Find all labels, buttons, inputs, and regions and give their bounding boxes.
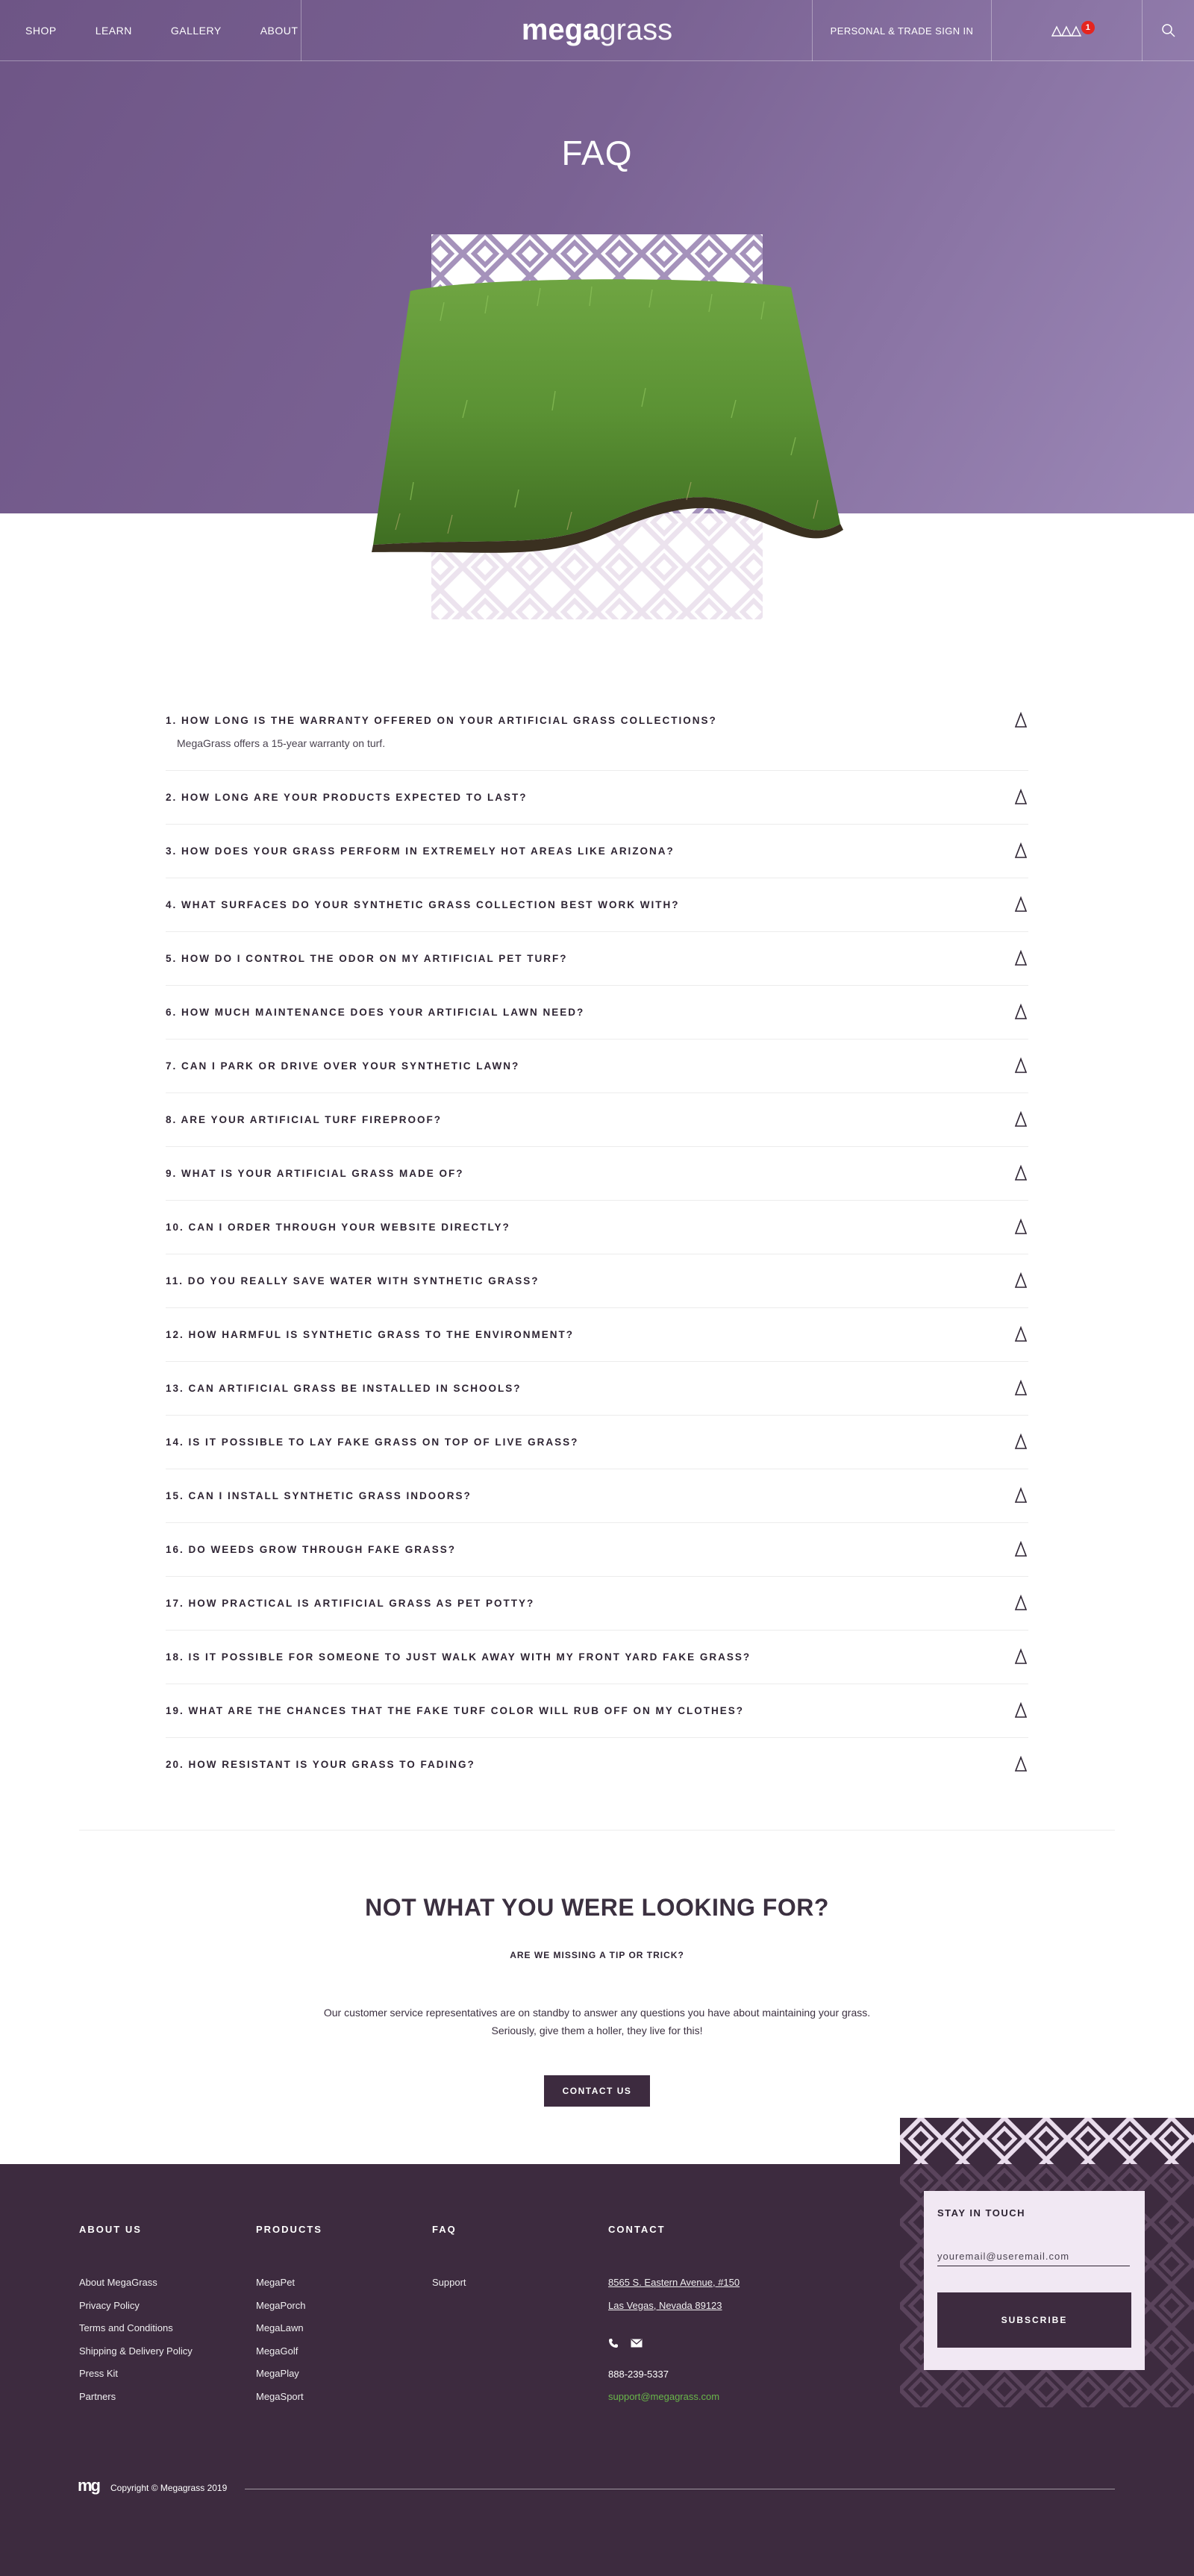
faq-item[interactable] bbox=[166, 1416, 1028, 1469]
footer-heading: CONTACT bbox=[608, 2224, 666, 2235]
mail-icon[interactable] bbox=[631, 2339, 643, 2348]
signin-link[interactable]: PERSONAL & TRADE SIGN IN bbox=[812, 0, 991, 61]
toggle-icon[interactable] bbox=[1013, 1755, 1028, 1773]
footer-link[interactable]: MegaPlay bbox=[256, 2368, 299, 2379]
faq-question[interactable]: 8. ARE YOUR ARTIFICIAL TURF FIREPROOF? bbox=[166, 1114, 443, 1125]
logo-light: grass bbox=[599, 13, 673, 46]
faq-question[interactable]: 6. HOW MUCH MAINTENANCE DOES YOUR ARTIFICIAL LAWN NEED? bbox=[166, 1007, 585, 1018]
faq-list bbox=[166, 694, 1028, 1791]
faq-item[interactable] bbox=[166, 986, 1028, 1040]
cart-button[interactable] bbox=[991, 0, 1142, 61]
toggle-icon[interactable] bbox=[1013, 842, 1028, 860]
faq-question[interactable]: 20. HOW RESISTANT IS YOUR GRASS TO FADING? bbox=[166, 1759, 475, 1770]
header-actions bbox=[812, 0, 1194, 61]
footer-heading: FAQ bbox=[432, 2224, 457, 2235]
faq-question[interactable]: 10. CAN I ORDER THROUGH YOUR WEBSITE DIRECTLY? bbox=[166, 1222, 510, 1233]
newsletter-title: STAY IN TOUCH bbox=[937, 2207, 1025, 2219]
phone-icon[interactable] bbox=[608, 2338, 619, 2348]
address-line[interactable]: 8565 S. Eastern Avenue, #150 bbox=[608, 2277, 740, 2288]
footer-link[interactable]: Press Kit bbox=[79, 2368, 119, 2379]
newsletter-card bbox=[924, 2191, 1145, 2370]
toggle-icon[interactable] bbox=[1013, 1110, 1028, 1128]
contact-icons bbox=[608, 2324, 740, 2363]
faq-question[interactable]: 17. HOW PRACTICAL IS ARTIFICIAL GRASS AS PET POTTY? bbox=[166, 1598, 535, 1609]
faq-question[interactable]: 1. HOW LONG IS THE WARRANTY OFFERED ON YOUR ARTIFICIAL GRASS COLLECTIONS? bbox=[166, 714, 717, 726]
copyright: Copyright © Megagrass 2019 bbox=[110, 2483, 228, 2493]
cart-icon bbox=[1051, 23, 1084, 38]
faq-question[interactable]: 18. IS IT POSSIBLE FOR SOMEONE TO JUST WALK AWAY WITH MY FRONT YARD FAKE GRASS? bbox=[166, 1651, 751, 1663]
toggle-icon[interactable] bbox=[1013, 1486, 1028, 1504]
faq-item[interactable] bbox=[166, 1040, 1028, 1093]
footer-about-column bbox=[79, 2224, 193, 2413]
toggle-icon[interactable] bbox=[1013, 1433, 1028, 1451]
faq-question[interactable]: 5. HOW DO I CONTROL THE ODOR ON MY ARTIFICIAL PET TURF? bbox=[166, 953, 568, 964]
faq-item[interactable] bbox=[166, 694, 1028, 771]
faq-question[interactable]: 13. CAN ARTIFICIAL GRASS BE INSTALLED IN SCHOOLS? bbox=[166, 1383, 522, 1394]
faq-item[interactable] bbox=[166, 1254, 1028, 1308]
faq-item[interactable] bbox=[166, 1201, 1028, 1254]
email-input[interactable] bbox=[937, 2247, 1130, 2266]
email-link[interactable]: support@megagrass.com bbox=[608, 2391, 720, 2402]
search-button[interactable] bbox=[1142, 0, 1194, 61]
toggle-icon[interactable] bbox=[1013, 1003, 1028, 1021]
turf-hero-image bbox=[328, 231, 866, 623]
site-header bbox=[0, 0, 1194, 61]
faq-item[interactable] bbox=[166, 771, 1028, 825]
footer-link[interactable]: Shipping & Delivery Policy bbox=[79, 2345, 193, 2357]
faq-item[interactable] bbox=[166, 1469, 1028, 1523]
cta-subtitle: ARE WE MISSING A TIP OR TRICK? bbox=[510, 1950, 684, 1960]
footer-link[interactable]: Privacy Policy bbox=[79, 2299, 140, 2311]
nav-gallery[interactable]: GALLERY bbox=[170, 25, 222, 37]
page-title: FAQ bbox=[561, 134, 633, 172]
nav-learn[interactable]: LEARN bbox=[95, 25, 132, 37]
toggle-icon[interactable] bbox=[1013, 1594, 1028, 1612]
faq-item[interactable] bbox=[166, 1738, 1028, 1791]
main-nav bbox=[0, 0, 301, 61]
footer-link[interactable]: Terms and Conditions bbox=[79, 2322, 173, 2333]
footer-heading: PRODUCTS bbox=[256, 2224, 322, 2235]
toggle-icon[interactable] bbox=[1013, 895, 1028, 913]
search-icon bbox=[1161, 23, 1176, 38]
faq-item[interactable] bbox=[166, 1147, 1028, 1201]
toggle-icon[interactable] bbox=[1013, 1540, 1028, 1558]
footer-link[interactable]: About MegaGrass bbox=[79, 2277, 157, 2288]
cta-title: NOT WHAT YOU WERE LOOKING FOR? bbox=[365, 1894, 829, 1921]
cta-body bbox=[0, 2004, 1194, 2039]
toggle-icon[interactable] bbox=[1013, 1272, 1028, 1289]
footer-link[interactable]: Support bbox=[432, 2277, 466, 2288]
logo-link[interactable] bbox=[522, 13, 672, 46]
faq-item[interactable] bbox=[166, 1523, 1028, 1577]
toggle-icon[interactable] bbox=[1013, 788, 1028, 806]
toggle-icon[interactable] bbox=[1013, 1379, 1028, 1397]
faq-question[interactable]: 9. WHAT IS YOUR ARTIFICIAL GRASS MADE OF? bbox=[166, 1168, 464, 1179]
faq-question[interactable]: 19. WHAT ARE THE CHANCES THAT THE FAKE TURF COLOR WILL RUB OFF ON MY CLOTHES? bbox=[166, 1705, 744, 1716]
toggle-icon[interactable] bbox=[1013, 1648, 1028, 1666]
footer-link[interactable]: MegaLawn bbox=[256, 2322, 304, 2333]
faq-question[interactable]: 16. DO WEEDS GROW THROUGH FAKE GRASS? bbox=[166, 1544, 457, 1555]
toggle-icon[interactable] bbox=[1013, 1164, 1028, 1182]
toggle-icon[interactable] bbox=[1013, 949, 1028, 967]
toggle-icon[interactable] bbox=[1013, 1325, 1028, 1343]
footer-products-column bbox=[256, 2224, 322, 2413]
faq-question[interactable]: 12. HOW HARMFUL IS SYNTHETIC GRASS TO THE ENVIRONMENT? bbox=[166, 1329, 575, 1340]
faq-answer: MegaGrass offers a 15-year warranty on turf. bbox=[177, 737, 386, 749]
section-divider bbox=[79, 1830, 1115, 1831]
footer-link[interactable]: MegaSport bbox=[256, 2390, 304, 2402]
footer-link[interactable]: MegaPet bbox=[256, 2277, 296, 2288]
nav-about[interactable]: ABOUT bbox=[260, 25, 298, 37]
cta-body-line: Seriously, give them a holler, they live for this! bbox=[491, 2025, 703, 2036]
faq-item[interactable] bbox=[166, 932, 1028, 986]
faq-question[interactable]: 4. WHAT SURFACES DO YOUR SYNTHETIC GRASS COLLECTION BEST WORK WITH? bbox=[166, 899, 680, 910]
toggle-icon[interactable] bbox=[1013, 1218, 1028, 1236]
faq-item[interactable] bbox=[166, 1577, 1028, 1631]
footer-link[interactable]: MegaPorch bbox=[256, 2299, 306, 2311]
toggle-icon[interactable] bbox=[1013, 1057, 1028, 1075]
faq-question[interactable]: 14. IS IT POSSIBLE TO LAY FAKE GRASS ON TOP OF LIVE GRASS? bbox=[166, 1437, 579, 1448]
toggle-icon[interactable] bbox=[1013, 711, 1028, 729]
cart-count-badge: 1 bbox=[1081, 21, 1095, 34]
faq-item[interactable] bbox=[166, 878, 1028, 932]
footer-link[interactable]: MegaGolf bbox=[256, 2345, 298, 2357]
subscribe-button[interactable]: SUBSCRIBE bbox=[937, 2292, 1131, 2348]
footer-faq-column bbox=[432, 2224, 466, 2300]
faq-question[interactable]: 3. HOW DOES YOUR GRASS PERFORM IN EXTREMELY HOT AREAS LIKE ARIZONA? bbox=[166, 845, 675, 857]
contact-us-button[interactable]: CONTACT US bbox=[544, 2075, 650, 2107]
faq-item[interactable] bbox=[166, 1362, 1028, 1416]
toggle-icon[interactable] bbox=[1013, 1701, 1028, 1719]
nav-shop[interactable]: SHOP bbox=[25, 25, 57, 37]
cta-body-line: Our customer service representatives are on standby to answer any questions you have about maintaining your grass. bbox=[323, 2007, 871, 2019]
faq-item[interactable] bbox=[166, 1308, 1028, 1362]
faq-item[interactable] bbox=[166, 1093, 1028, 1147]
footer-logo[interactable]: mg bbox=[78, 2476, 99, 2495]
footer-contact-column bbox=[608, 2224, 740, 2414]
address-line[interactable]: Las Vegas, Nevada 89123 bbox=[608, 2299, 722, 2311]
logo-bold: mega bbox=[521, 13, 600, 46]
faq-question[interactable]: 11. DO YOU REALLY SAVE WATER WITH SYNTHETIC GRASS? bbox=[166, 1275, 540, 1287]
faq-question[interactable]: 15. CAN I INSTALL SYNTHETIC GRASS INDOORS? bbox=[166, 1490, 472, 1501]
faq-item[interactable] bbox=[166, 825, 1028, 878]
footer-link[interactable]: Partners bbox=[79, 2390, 116, 2402]
faq-question[interactable]: 2. HOW LONG ARE YOUR PRODUCTS EXPECTED TO LAST? bbox=[166, 792, 528, 803]
faq-item[interactable] bbox=[166, 1684, 1028, 1738]
phone-number[interactable]: 888-239-5337 bbox=[608, 2369, 669, 2380]
faq-item[interactable] bbox=[166, 1631, 1028, 1684]
faq-question[interactable]: 7. CAN I PARK OR DRIVE OVER YOUR SYNTHETIC LAWN? bbox=[166, 1060, 520, 1072]
footer-heading: ABOUT US bbox=[79, 2224, 142, 2235]
